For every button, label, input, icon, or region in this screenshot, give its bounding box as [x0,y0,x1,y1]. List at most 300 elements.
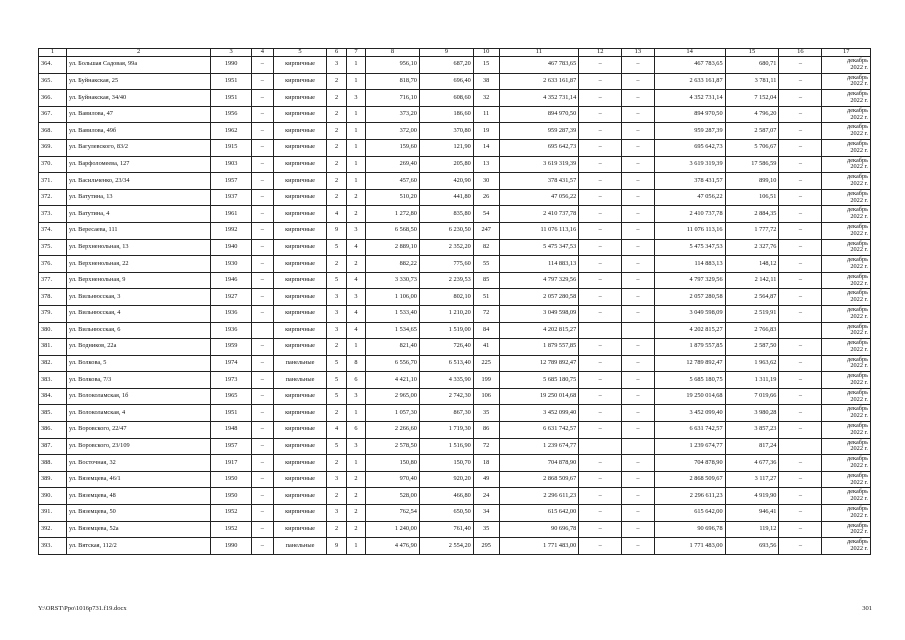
col-16-cell: – [779,538,822,555]
total-cost-cell: 704 878,90 [499,455,579,472]
footer-page-number: 301 [862,605,872,612]
total-area-cell: 510,20 [366,189,420,206]
residents-cell: 54 [473,206,499,223]
floors-cell: 3 [327,471,346,488]
col-12-cell: – [579,521,622,538]
column-number-header: 16 [779,49,822,57]
wall-material-cell: кирпичные [273,222,327,239]
address-cell: ул. Вильнюсская, 3 [66,289,210,306]
col-12-cell: – [579,405,622,422]
deadline-month: декабрь [847,156,868,164]
floors-cell: 3 [327,289,346,306]
residents-cell: 72 [473,438,499,455]
living-area-cell: 2 554,20 [419,538,473,555]
col-12-cell: – [579,106,622,123]
column-number-header: 3 [211,49,252,57]
living-area-cell: 205,80 [419,156,473,173]
deadline-month: декабрь [847,173,868,181]
col-16-cell: – [779,222,822,239]
table-row [39,73,871,90]
column-number-header-row [39,49,871,57]
total-area-cell: 956,10 [366,57,420,74]
total-cost-cell: 5 475 347,53 [499,239,579,256]
year-built-cell: 1957 [211,173,252,190]
col-13-cell: – [622,339,654,356]
total-area-cell: 2 965,00 [366,388,420,405]
wall-material-cell: кирпичные [273,173,327,190]
table-row [39,57,871,74]
row-number-cell: 372. [39,189,67,206]
address-cell: ул. Вильнюсская, 6 [66,322,210,339]
floors-cell: 2 [327,90,346,107]
deadline-year: 2022 г. [850,279,868,287]
year-built-cell: 1952 [211,521,252,538]
residents-cell: 34 [473,505,499,522]
entrances-cell: 3 [346,222,365,239]
deadline-year: 2022 г. [850,545,868,553]
total-cost-cell: 378 431,57 [499,173,579,190]
owners-funds-cell: 894 970,50 [654,106,725,123]
entrances-cell: 2 [346,488,365,505]
deadline-cell [822,471,871,488]
total-cost-cell: 6 631 742,57 [499,422,579,439]
wall-material-cell: кирпичные [273,256,327,273]
row-number-cell: 369. [39,139,67,156]
deadline-year: 2022 г. [850,312,868,320]
col-16-cell: – [779,173,822,190]
entrances-cell: 1 [346,538,365,555]
owners-funds-cell: 2 868 509,67 [654,471,725,488]
col-16-cell: – [779,123,822,140]
residents-cell: 49 [473,471,499,488]
row-number-cell: 386. [39,422,67,439]
year-built-cell: 1973 [211,372,252,389]
col-13-cell: – [622,206,654,223]
entrances-cell: 4 [346,239,365,256]
floors-cell: 2 [327,73,346,90]
floors-cell: 3 [327,505,346,522]
deadline-cell [822,57,871,74]
address-cell: ул. Водников, 22а [66,339,210,356]
deadline-year: 2022 г. [850,511,868,519]
floors-cell: 5 [327,388,346,405]
deadline-cell [822,372,871,389]
wall-material-cell: кирпичные [273,123,327,140]
address-cell: ул. Вагулевского, 83/2 [66,139,210,156]
entrances-cell: 4 [346,305,365,322]
col-16-cell: – [779,355,822,372]
table-row [39,239,871,256]
year-built-cell: 1927 [211,289,252,306]
wall-material-cell: панельные [273,355,327,372]
deadline-year: 2022 г. [850,296,868,304]
deadline-year: 2022 г. [850,262,868,270]
address-cell: ул. Вяземцева, 50 [66,505,210,522]
living-area-cell: 835,80 [419,206,473,223]
floors-cell: 4 [327,206,346,223]
total-cost-cell: 3 049 598,09 [499,305,579,322]
deadline-month: декабрь [847,339,868,347]
col-4-cell: – [252,106,274,123]
deadline-cell [822,73,871,90]
entrances-cell: 3 [346,438,365,455]
total-area-cell: 1 272,80 [366,206,420,223]
unit-cost-cell: 106,51 [725,189,779,206]
deadline-cell [822,388,871,405]
unit-cost-cell: 2 884,35 [725,206,779,223]
address-cell: ул. Волоколамская, 4 [66,405,210,422]
deadline-month: декабрь [847,322,868,330]
residents-cell: 24 [473,488,499,505]
col-13-cell: – [622,388,654,405]
entrances-cell: 2 [346,471,365,488]
owners-funds-cell: 11 076 113,16 [654,222,725,239]
deadline-year: 2022 г. [850,379,868,387]
year-built-cell: 1990 [211,538,252,555]
owners-funds-cell: 959 287,39 [654,123,725,140]
wall-material-cell: кирпичные [273,206,327,223]
deadline-month: декабрь [847,521,868,529]
year-built-cell: 1965 [211,388,252,405]
residents-cell: 32 [473,90,499,107]
wall-material-cell: кирпичные [273,272,327,289]
total-area-cell: 150,80 [366,455,420,472]
address-cell: ул. Воровского, 23/109 [66,438,210,455]
address-cell: ул. Вяземцева, 48 [66,488,210,505]
col-13-cell: – [622,106,654,123]
deadline-year: 2022 г. [850,196,868,204]
deadline-month: декабрь [847,405,868,413]
total-cost-cell: 894 970,50 [499,106,579,123]
living-area-cell: 150,70 [419,455,473,472]
deadline-month: декабрь [847,505,868,513]
entrances-cell: 2 [346,256,365,273]
table-row [39,139,871,156]
wall-material-cell: кирпичные [273,90,327,107]
total-cost-cell: 2 296 611,23 [499,488,579,505]
col-4-cell: – [252,206,274,223]
year-built-cell: 1903 [211,156,252,173]
total-cost-cell: 114 883,13 [499,256,579,273]
living-area-cell: 608,60 [419,90,473,107]
total-area-cell: 2 889,10 [366,239,420,256]
col-4-cell: – [252,173,274,190]
col-13-cell: – [622,73,654,90]
deadline-cell [822,189,871,206]
owners-funds-cell: 2 296 611,23 [654,488,725,505]
col-12-cell: – [579,239,622,256]
deadline-year: 2022 г. [850,495,868,503]
unit-cost-cell: 680,71 [725,57,779,74]
deadline-month: декабрь [847,256,868,264]
year-built-cell: 1956 [211,106,252,123]
column-number-header: 9 [419,49,473,57]
row-number-cell: 379. [39,305,67,322]
living-area-cell: 4 335,90 [419,372,473,389]
year-built-cell: 1962 [211,123,252,140]
entrances-cell: 1 [346,57,365,74]
year-built-cell: 1930 [211,256,252,273]
deadline-cell [822,322,871,339]
wall-material-cell: кирпичные [273,505,327,522]
col-16-cell: – [779,339,822,356]
col-12-cell: – [579,538,622,555]
entrances-cell: 1 [346,139,365,156]
floors-cell: 2 [327,521,346,538]
total-cost-cell: 2 868 509,67 [499,471,579,488]
col-12-cell: – [579,339,622,356]
col-13-cell: – [622,173,654,190]
deadline-cell [822,123,871,140]
total-area-cell: 716,10 [366,90,420,107]
unit-cost-cell: 2 142,11 [725,272,779,289]
year-built-cell: 1948 [211,422,252,439]
residents-cell: 15 [473,57,499,74]
column-number-header: 10 [473,49,499,57]
year-built-cell: 1951 [211,73,252,90]
col-13-cell: – [622,272,654,289]
row-number-cell: 380. [39,322,67,339]
wall-material-cell: кирпичные [273,289,327,306]
year-built-cell: 1951 [211,405,252,422]
owners-funds-cell: 4 352 731,14 [654,90,725,107]
total-area-cell: 159,60 [366,139,420,156]
deadline-year: 2022 г. [850,246,868,254]
deadline-cell [822,355,871,372]
row-number-cell: 370. [39,156,67,173]
column-number-header: 1 [39,49,67,57]
deadline-year: 2022 г. [850,96,868,104]
deadline-cell [822,289,871,306]
deadline-cell [822,106,871,123]
unit-cost-cell: 5 706,67 [725,139,779,156]
table-row [39,222,871,239]
unit-cost-cell: 4 919,90 [725,488,779,505]
col-13-cell: – [622,222,654,239]
col-16-cell: – [779,57,822,74]
col-12-cell [579,438,622,455]
total-area-cell: 2 578,50 [366,438,420,455]
deadline-year: 2022 г. [850,229,868,237]
total-cost-cell: 5 685 180,75 [499,372,579,389]
col-12-cell: – [579,123,622,140]
table-row [39,206,871,223]
address-cell: ул. Вавилова, 49б [66,123,210,140]
col-4-cell: – [252,189,274,206]
entrances-cell: 1 [346,73,365,90]
col-12-cell: – [579,289,622,306]
unit-cost-cell: 899,10 [725,173,779,190]
table-row [39,90,871,107]
col-13-cell: – [622,521,654,538]
owners-funds-cell: 378 431,57 [654,173,725,190]
total-area-cell: 882,22 [366,256,420,273]
residents-cell: 11 [473,106,499,123]
col-12-cell: – [579,372,622,389]
year-built-cell: 1952 [211,505,252,522]
total-cost-cell: 2 633 161,87 [499,73,579,90]
row-number-cell: 368. [39,123,67,140]
living-area-cell: 802,10 [419,289,473,306]
unit-cost-cell: 4 796,20 [725,106,779,123]
column-number-header: 8 [366,49,420,57]
entrances-cell: 1 [346,455,365,472]
unit-cost-cell: 2 327,76 [725,239,779,256]
col-4-cell: – [252,339,274,356]
address-cell: ул. Вяземцева, 46/1 [66,471,210,488]
col-4-cell: – [252,388,274,405]
residents-cell: 41 [473,339,499,356]
table-row [39,189,871,206]
residents-cell: 84 [473,322,499,339]
address-cell: ул. Волоколамская, 1б [66,388,210,405]
col-4-cell: – [252,73,274,90]
residents-cell: 30 [473,173,499,190]
row-number-cell: 375. [39,239,67,256]
deadline-month: декабрь [847,372,868,380]
col-13-cell: – [622,239,654,256]
floors-cell: 4 [327,422,346,439]
total-area-cell: 1 057,30 [366,405,420,422]
unit-cost-cell: 2 766,83 [725,322,779,339]
row-number-cell: 393. [39,538,67,555]
col-13-cell: – [622,305,654,322]
entrances-cell: 4 [346,272,365,289]
owners-funds-cell: 3 452 099,40 [654,405,725,422]
deadline-cell [822,422,871,439]
table-row [39,289,871,306]
deadline-cell [822,206,871,223]
owners-funds-cell: 4 797 329,56 [654,272,725,289]
total-cost-cell: 1 239 674,77 [499,438,579,455]
col-16-cell: – [779,139,822,156]
deadline-month: декабрь [847,239,868,247]
residents-cell: 225 [473,355,499,372]
deadline-cell [822,256,871,273]
deadline-year: 2022 г. [850,179,868,187]
living-area-cell: 696,40 [419,73,473,90]
owners-funds-cell: 467 783,65 [654,57,725,74]
wall-material-cell: кирпичные [273,57,327,74]
col-12-cell: – [579,139,622,156]
address-cell: ул. Верхненольная, 13 [66,239,210,256]
floors-cell: 2 [327,139,346,156]
col-16-cell: – [779,106,822,123]
entrances-cell: 1 [346,123,365,140]
owners-funds-cell: 6 631 742,57 [654,422,725,439]
col-13-cell: – [622,355,654,372]
col-4-cell: – [252,305,274,322]
column-number-header: 5 [273,49,327,57]
col-13-cell: – [622,256,654,273]
owners-funds-cell: 1 879 557,85 [654,339,725,356]
total-cost-cell: 3 452 099,40 [499,405,579,422]
table-row [39,322,871,339]
entrances-cell: 3 [346,90,365,107]
owners-funds-cell: 4 202 815,27 [654,322,725,339]
living-area-cell: 650,50 [419,505,473,522]
year-built-cell: 1917 [211,455,252,472]
col-13-cell: – [622,123,654,140]
table-row [39,538,871,555]
table-row [39,272,871,289]
residents-cell: 85 [473,272,499,289]
deadline-year: 2022 г. [850,362,868,370]
total-cost-cell: 47 056,22 [499,189,579,206]
entrances-cell: 6 [346,422,365,439]
table-row [39,488,871,505]
total-cost-cell: 2 057 280,58 [499,289,579,306]
deadline-year: 2022 г. [850,412,868,420]
total-area-cell: 762,54 [366,505,420,522]
table-row [39,471,871,488]
total-cost-cell: 19 250 014,68 [499,388,579,405]
total-cost-cell: 4 797 329,56 [499,272,579,289]
col-12-cell [579,322,622,339]
table-row [39,521,871,538]
table-row [39,256,871,273]
floors-cell: 9 [327,538,346,555]
col-13-cell: – [622,289,654,306]
residents-cell: 18 [473,455,499,472]
col-4-cell: – [252,222,274,239]
total-area-cell: 818,70 [366,73,420,90]
row-number-cell: 392. [39,521,67,538]
deadline-month: декабрь [847,488,868,496]
unit-cost-cell: 148,12 [725,256,779,273]
row-number-cell: 391. [39,505,67,522]
wall-material-cell: панельные [273,372,327,389]
total-area-cell: 1 240,00 [366,521,420,538]
deadline-year: 2022 г. [850,63,868,71]
floors-cell: 2 [327,488,346,505]
owners-funds-cell: 12 789 892,47 [654,355,725,372]
address-cell: ул. Ватутина, 13 [66,189,210,206]
table-row [39,455,871,472]
year-built-cell: 1961 [211,206,252,223]
table-row [39,123,871,140]
wall-material-cell: кирпичные [273,388,327,405]
living-area-cell: 466,80 [419,488,473,505]
entrances-cell: 3 [346,388,365,405]
col-16-cell: – [779,505,822,522]
col-16-cell [779,438,822,455]
owners-funds-cell: 2 057 280,58 [654,289,725,306]
deadline-month: декабрь [847,538,868,546]
unit-cost-cell: 2 519,91 [725,305,779,322]
table-row [39,305,871,322]
owners-funds-cell: 5 475 347,53 [654,239,725,256]
deadline-month: декабрь [847,422,868,430]
owners-funds-cell: 47 056,22 [654,189,725,206]
residents-cell: 295 [473,538,499,555]
address-cell: ул. Вяземцева, 52а [66,521,210,538]
col-13-cell: – [622,455,654,472]
register-table [38,48,871,555]
row-number-cell: 387. [39,438,67,455]
floors-cell: 3 [327,305,346,322]
total-cost-cell: 467 783,65 [499,57,579,74]
entrances-cell: 1 [346,156,365,173]
column-number-header: 11 [499,49,579,57]
floors-cell: 5 [327,438,346,455]
unit-cost-cell: 693,56 [725,538,779,555]
row-number-cell: 366. [39,90,67,107]
owners-funds-cell: 1 771 483,00 [654,538,725,555]
col-12-cell: – [579,189,622,206]
deadline-cell [822,239,871,256]
floors-cell: 5 [327,239,346,256]
